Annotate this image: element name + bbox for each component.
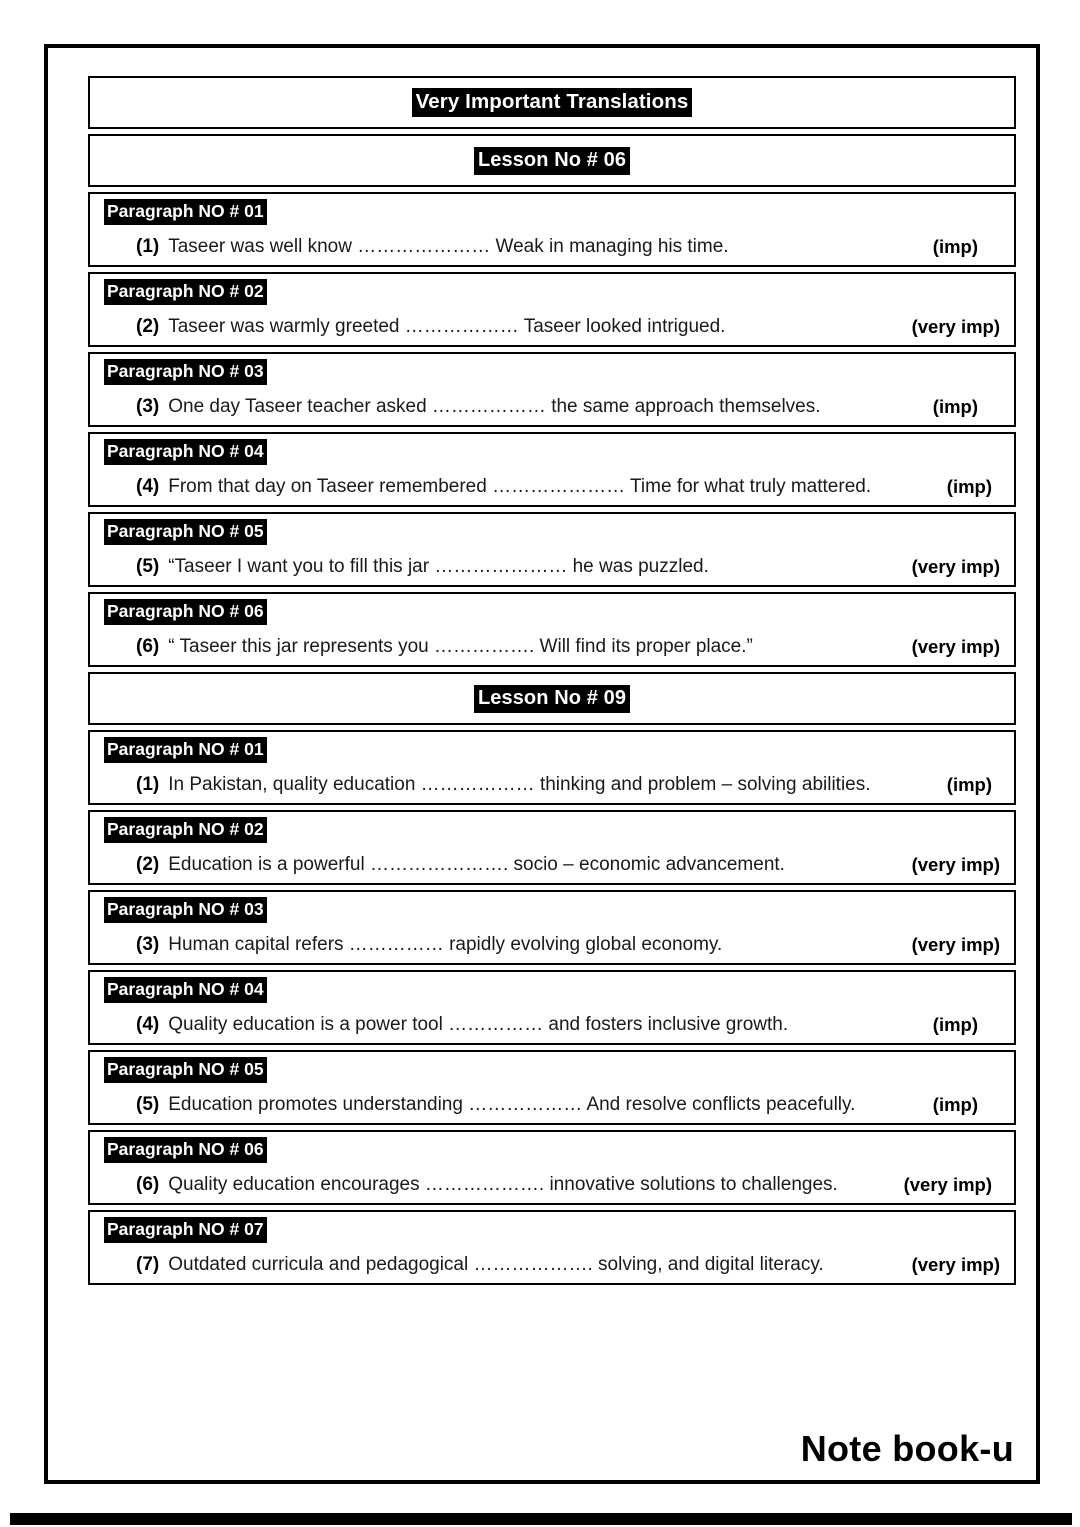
table-row — [88, 890, 1016, 965]
importance-badge: (imp) — [932, 1014, 978, 1035]
importance-badge: (imp) — [946, 774, 992, 795]
paragraph-line — [104, 768, 1000, 802]
paragraph-text: One day Taseer teacher asked ……………… the same approach themselves. — [168, 396, 821, 417]
table-row — [88, 432, 1016, 507]
paragraph-tag: Paragraph NO # 07 — [104, 1217, 267, 1243]
paragraph-line — [104, 1008, 1000, 1042]
paragraph-number: (3) — [136, 934, 160, 955]
lesson-heading-row-09 — [88, 672, 1016, 725]
paragraph-text: Taseer was warmly greeted ……………… Taseer looked intrigued. — [168, 316, 726, 337]
paragraph-number: (6) — [136, 636, 160, 657]
document-title-row — [88, 76, 1016, 129]
table-row — [88, 1130, 1016, 1205]
paragraph-text: Human capital refers …………… rapidly evolving global economy. — [168, 934, 723, 955]
paragraph-tag: Paragraph NO # 01 — [104, 199, 267, 225]
paragraph-line — [104, 848, 1000, 882]
paragraph-line — [104, 1088, 1000, 1122]
importance-badge: (very imp) — [903, 1174, 992, 1195]
paragraph-tag: Paragraph NO # 03 — [104, 897, 267, 923]
table-row — [88, 272, 1016, 347]
table-row — [88, 592, 1016, 667]
paragraph-line — [104, 390, 1000, 424]
paragraph-line — [104, 230, 1000, 264]
paragraph-tag: Paragraph NO # 06 — [104, 599, 267, 625]
table-row — [88, 1050, 1016, 1125]
paragraph-text: Outdated curricula and pedagogical ………………. solving, and digital literacy. — [168, 1254, 824, 1275]
paragraph-line — [104, 470, 1000, 504]
paragraph-number: (4) — [136, 476, 160, 497]
paragraph-tag: Paragraph NO # 04 — [104, 439, 267, 465]
paragraph-line — [104, 1248, 1000, 1282]
paragraph-line — [104, 928, 1000, 962]
paragraph-text: Quality education is a power tool …………… and fosters inclusive growth. — [168, 1014, 789, 1035]
table-row — [88, 810, 1016, 885]
paragraph-number: (6) — [136, 1174, 160, 1195]
lesson-heading-row-06 — [88, 134, 1016, 187]
paragraph-number: (5) — [136, 556, 160, 577]
importance-badge: (imp) — [932, 396, 978, 417]
paragraph-line — [104, 630, 1000, 664]
importance-badge: (imp) — [932, 236, 978, 257]
paragraph-number: (2) — [136, 316, 160, 337]
paragraph-text: “ Taseer this jar represents you ……………. Will find its proper place.” — [168, 636, 753, 657]
paragraph-line — [104, 310, 1000, 344]
lesson-heading-09: Lesson No # 09 — [474, 685, 630, 713]
importance-badge: (very imp) — [911, 556, 1000, 577]
importance-badge: (very imp) — [911, 854, 1000, 875]
table-row — [88, 730, 1016, 805]
paragraph-tag: Paragraph NO # 04 — [104, 977, 267, 1003]
paragraph-number: (2) — [136, 854, 160, 875]
paragraph-text: In Pakistan, quality education ……………… thinking and problem – solving abilities. — [168, 774, 871, 795]
lesson-heading-06: Lesson No # 06 — [474, 147, 630, 175]
paragraph-line — [104, 1168, 1000, 1202]
paragraph-line — [104, 550, 1000, 584]
paragraph-number: (5) — [136, 1094, 160, 1115]
importance-badge: (imp) — [946, 476, 992, 497]
table-row — [88, 512, 1016, 587]
paragraph-number: (7) — [136, 1254, 160, 1275]
paragraph-text: Education is a powerful …………………. socio – economic advancement. — [168, 854, 785, 875]
paragraph-tag: Paragraph NO # 02 — [104, 817, 267, 843]
importance-badge: (very imp) — [911, 934, 1000, 955]
paragraph-text: Education promotes understanding ……………… And resolve conflicts peacefully. — [168, 1094, 856, 1115]
paragraph-text: Quality education encourages ………………. innovative solutions to challenges. — [168, 1174, 838, 1195]
paragraph-tag: Paragraph NO # 05 — [104, 1057, 267, 1083]
paragraph-number: (1) — [136, 236, 160, 257]
paragraph-number: (3) — [136, 396, 160, 417]
paragraph-text: “Taseer I want you to fill this jar ………………… he was puzzled. — [168, 556, 709, 577]
table-row — [88, 352, 1016, 427]
paragraph-tag: Paragraph NO # 06 — [104, 1137, 267, 1163]
paragraph-tag: Paragraph NO # 01 — [104, 737, 267, 763]
importance-badge: (imp) — [932, 1094, 978, 1115]
paragraph-tag: Paragraph NO # 05 — [104, 519, 267, 545]
table-row — [88, 1210, 1016, 1285]
importance-badge: (very imp) — [911, 1254, 1000, 1275]
paragraph-tag: Paragraph NO # 02 — [104, 279, 267, 305]
paragraph-text: From that day on Taseer remembered ………………… Time for what truly mattered. — [168, 476, 872, 497]
paragraph-number: (1) — [136, 774, 160, 795]
paragraph-tag: Paragraph NO # 03 — [104, 359, 267, 385]
footer-note: Note book-u — [800, 1428, 1014, 1469]
importance-badge: (very imp) — [911, 636, 1000, 657]
page-title: Very Important Translations — [412, 88, 693, 117]
page-sheet — [44, 44, 1040, 1484]
table-row — [88, 970, 1016, 1045]
bottom-black-bar — [10, 1513, 1072, 1525]
paragraph-text: Taseer was well know ………………… Weak in managing his time. — [168, 236, 729, 257]
translations-table — [88, 76, 1016, 1290]
paragraph-number: (4) — [136, 1014, 160, 1035]
table-row — [88, 192, 1016, 267]
importance-badge: (very imp) — [911, 316, 1000, 337]
